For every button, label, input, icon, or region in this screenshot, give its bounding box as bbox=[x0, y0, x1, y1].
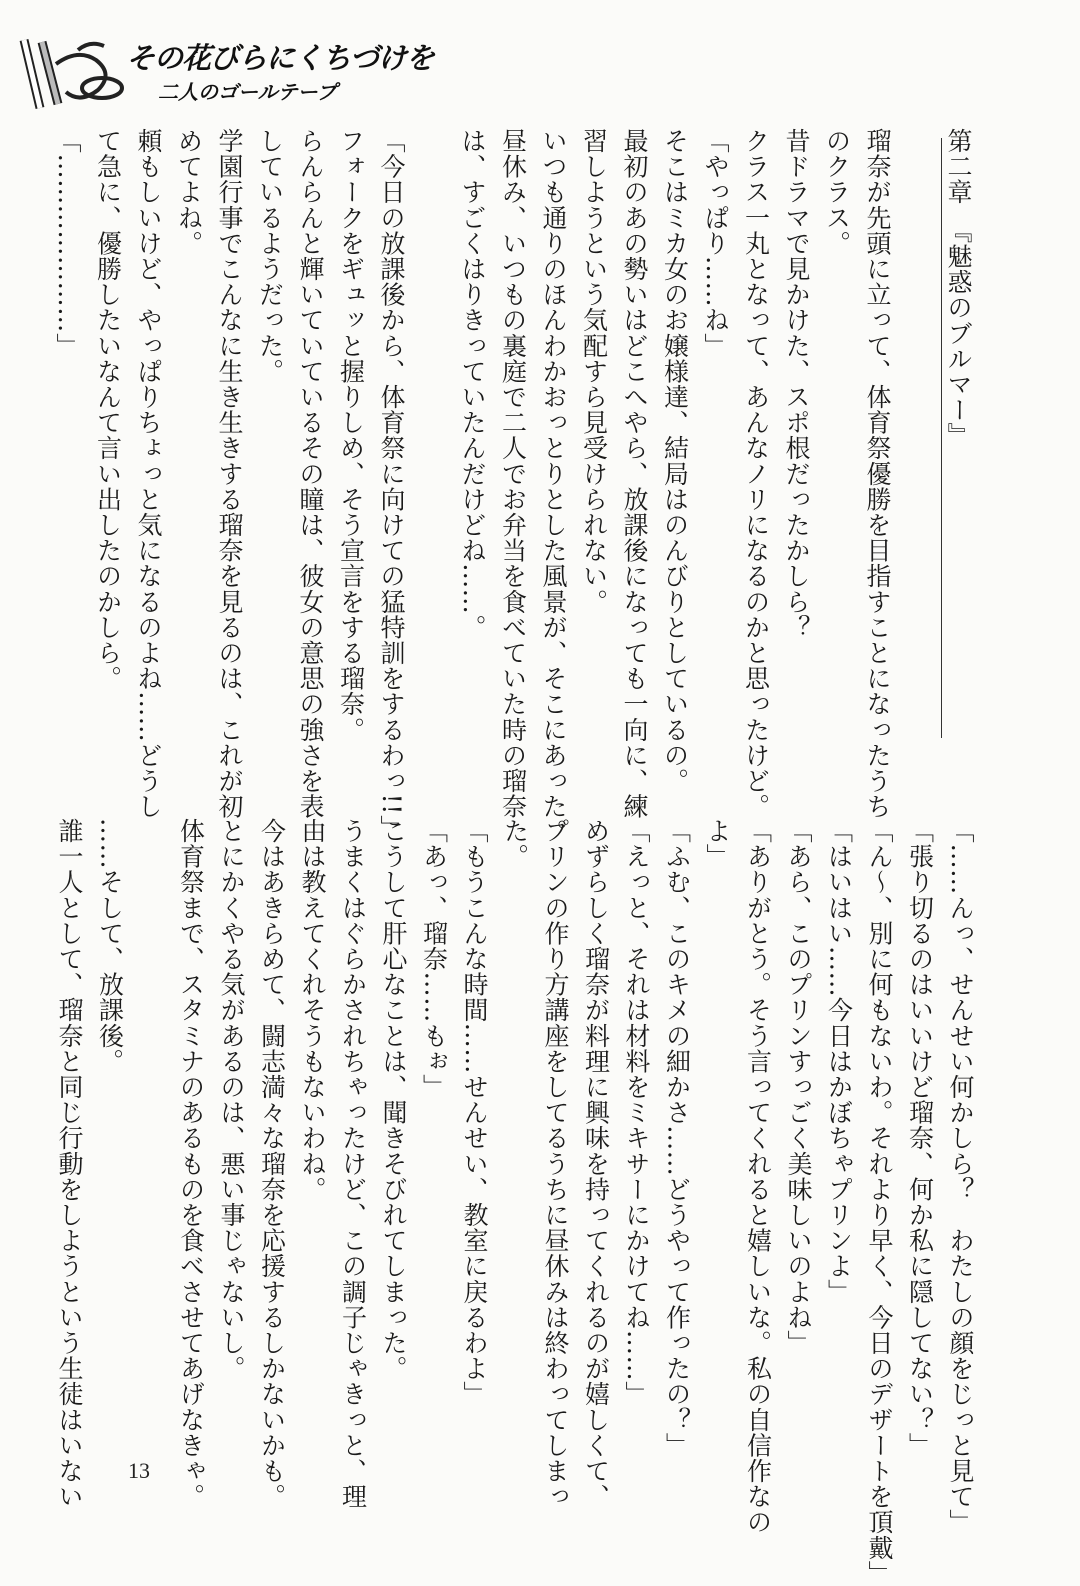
book-header bbox=[18, 30, 434, 120]
series-subtitle: 二人のゴールテープ bbox=[158, 80, 337, 104]
ribbon-logo-icon bbox=[18, 30, 128, 116]
lower-text-block: 「……んっ、せんせい何かしら？ わたしの顔をじっと見て」 「張り切るのはいいけど瑠奈、何か私に隠してない？」 「ん～、別に何もないわ。それより早く、今日のデザートを頂戴」 「はいはい……今日はかぼちゃプリンよ」 「あら、このプリンすっごく美味しいのよね」 「ありがとう。そう言ってくれると嬉しいな。私の自信作なの よ」 「ふむ、このキメの細かさ……どうやって作ったの？」 「えっと、それは材料をミキサーにかけてね……」 めずらしく瑠奈が料理に興味を持ってくれるのが嬉しくて、 プリンの作り方講座をしてるうちに昼休みは終わってしまっ た。 「もうこんな時間……せんせい、教室に戻るわよ」 「あっ、瑠奈……もぉ」 こうして肝心なことは、聞きそびれてしまった。 うまくはぐらかされちゃったけど、この調子じゃきっと、理 由は教えてくれそうもないわね。 今はあきらめて、闘志満々な瑠奈を応援するしかないかも。 とにかくやる気があるのは、悪い事じゃないし。 体育祭まで、スタミナのあるものを食べさせてあげなきゃ。 ……そして、放課後。 誰一人として、瑠奈と同じ行動をしようという生徒はいない bbox=[55, 818, 975, 1586]
series-title: その花びらにくちづけを bbox=[126, 41, 434, 75]
upper-text-block: 第二章 『魅惑のブルマー』 瑠奈が先頭に立って、体育祭優勝を目指すことになったうち のクラス。 昔ドラマで見かけた、スポ根だったかしら？ クラス一丸となって、あんなノリになるのかと思ったけど。 「やっぱり……ね」 そこはミカ女のお嬢様達、結局はのんびりとしているの。 最初のあの勢いはどこへやら、放課後になっても一向に、練 習しようという気配すら見受けられない。 いつも通りのほんわかおっとりとした風景が、そこにあった。 昼休み、いつもの裏庭で二人でお弁当を食べていた時の瑠奈 は、すごくはりきっていたんだけどね……。 「今日の放課後から、体育祭に向けての猛特訓をするわっ!!」 フォークをギュッと握りしめ、そう宣言をする瑠奈。 らんらんと輝いていているその瞳は、彼女の意思の強さを表 しているようだった。 学園行事でこんなに生き生きする瑠奈を見るのは、これが初 めてよね。 頼もしいけど、やっぱりちょっと気になるのよね……どうし て急に、優勝したいなんて言い出したのかしら。 「…………………」 bbox=[53, 128, 973, 845]
page-number: 13 bbox=[128, 1458, 150, 1483]
